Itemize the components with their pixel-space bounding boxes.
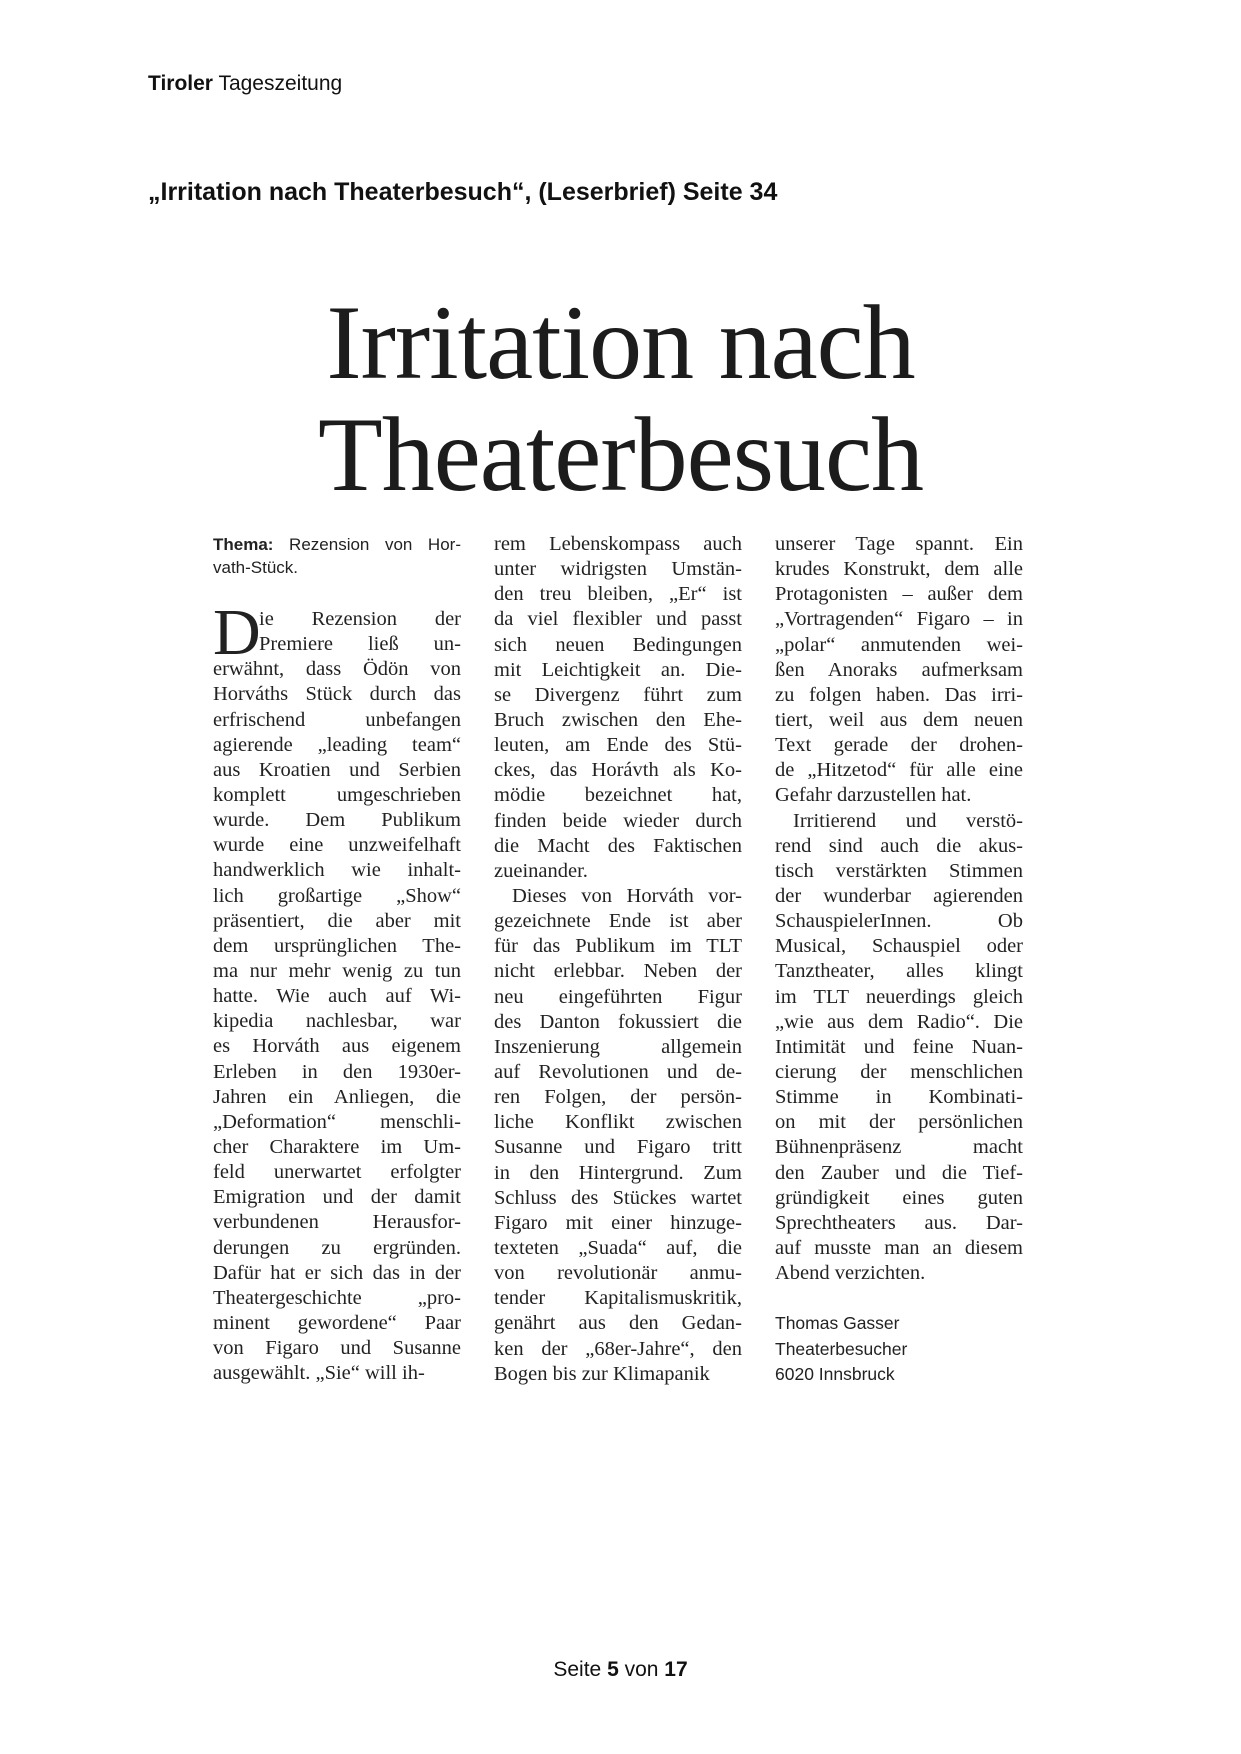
article-line: lich großartige „Show“ bbox=[213, 884, 461, 907]
document-title: „Irritation nach Theaterbesuch“, (Leserbrief) Seite 34 bbox=[148, 178, 778, 206]
topic-text-2: vath-Stück. bbox=[213, 558, 299, 577]
article-line: auf Revolutionen und de- bbox=[494, 1060, 742, 1083]
topic-text-1: Rezension von Hor- bbox=[289, 535, 461, 554]
article-line: genährt aus den Gedan- bbox=[494, 1312, 742, 1335]
article-line: es Horváth aus eigenem bbox=[213, 1035, 461, 1058]
article-line: leuten, am Ende des Stü- bbox=[494, 734, 742, 757]
article-line: tisch verstärkten Stimmen bbox=[775, 859, 1023, 882]
article-line: on mit der persönlichen bbox=[775, 1111, 1023, 1134]
article-line: handwerklich wie inhalt- bbox=[213, 859, 461, 882]
publication-name-rest: Tageszeitung bbox=[218, 72, 343, 95]
article-line: ren Folgen, der persön- bbox=[494, 1086, 742, 1109]
article-line: neu eingeführten Figur bbox=[494, 985, 742, 1008]
footer-label: Seite bbox=[553, 1658, 602, 1681]
article-line: Stimme in Kombinati- bbox=[775, 1086, 1023, 1109]
article-line: „wie aus dem Radio“. Die bbox=[775, 1010, 1023, 1033]
article-line: wurde. Dem Publikum bbox=[213, 809, 461, 832]
total-pages: 17 bbox=[664, 1658, 688, 1681]
article-line: komplett umgeschrieben bbox=[213, 783, 461, 806]
article-line: unserer Tage spannt. Ein bbox=[775, 533, 1023, 555]
author-location: 6020 Innsbruck bbox=[775, 1364, 895, 1384]
article-line: mit Leichtigkeit an. Die- bbox=[494, 658, 742, 681]
article-line: cierung der menschlichen bbox=[775, 1060, 1023, 1083]
article-line: ßen Anoraks aufmerksam bbox=[775, 658, 1023, 681]
current-page: 5 bbox=[607, 1658, 619, 1681]
article-line: von Figaro und Susanne bbox=[213, 1337, 461, 1360]
article-line: de „Hitzetod“ für alle eine bbox=[775, 759, 1023, 782]
article-line: präsentiert, die aber mit bbox=[213, 909, 461, 932]
article-line: Figaro mit einer hinzuge- bbox=[494, 1211, 742, 1234]
article-line: feld unerwartet erfolgter bbox=[213, 1161, 461, 1184]
article-line: sich neuen Bedingungen bbox=[494, 633, 742, 656]
article-line: verbundenen Herausfor- bbox=[213, 1211, 461, 1234]
publication-name bbox=[148, 72, 342, 96]
article-line: agierende „leading team“ bbox=[213, 733, 461, 756]
article-line: SchauspielerInnen. Ob bbox=[775, 910, 1023, 933]
article-line: Dafür hat er sich das in der bbox=[213, 1261, 461, 1284]
article-line: Jahren ein Anliegen, die bbox=[213, 1085, 461, 1108]
article-line: ckes, das Horávth als Ko- bbox=[494, 759, 742, 782]
article-line: rend sind auch die akus- bbox=[775, 834, 1023, 857]
article-line: gründigkeit eines guten bbox=[775, 1186, 1023, 1209]
article-line: unter widrigsten Umstän- bbox=[494, 558, 742, 581]
article-line: nicht erlebbar. Neben der bbox=[494, 960, 742, 983]
author-name: Thomas Gasser bbox=[775, 1313, 900, 1333]
article-line: Bühnenpräsenz macht bbox=[775, 1136, 1023, 1159]
topic-label: Thema: bbox=[213, 535, 274, 554]
article-line: erwähnt, dass Ödön von bbox=[213, 658, 461, 681]
article-line: se Divergenz führt zum bbox=[494, 683, 742, 706]
author-role: Theaterbesucher bbox=[775, 1338, 908, 1359]
article-line: dem ursprünglichen The- bbox=[213, 934, 461, 957]
topic-note bbox=[213, 533, 461, 579]
article-line: Premiere ließ un- bbox=[259, 633, 461, 656]
signature bbox=[775, 1311, 907, 1388]
article-line: zu folgen haben. Das irri- bbox=[775, 683, 1023, 706]
article-line: ken der „68er-Jahre“, den bbox=[494, 1337, 742, 1360]
article-line: Protagonisten – außer dem bbox=[775, 583, 1023, 606]
headline-line-2: Theaterbesuch bbox=[318, 396, 923, 513]
page-footer bbox=[0, 1658, 1241, 1682]
article-line: ausgewählt. „Sie“ will ih- bbox=[213, 1362, 425, 1385]
article-line: wurde eine unzweifelhaft bbox=[213, 834, 461, 857]
article-line: krudes Konstrukt, dem alle bbox=[775, 558, 1023, 581]
article-line: ma nur mehr wenig zu tun bbox=[213, 959, 461, 982]
article-line: finden beide wieder durch bbox=[494, 809, 742, 832]
article-line: derungen zu ergründen. bbox=[213, 1236, 461, 1259]
article-line: Tanztheater, alles klingt bbox=[775, 960, 1023, 983]
article-line: ie Rezension der bbox=[259, 608, 461, 630]
footer-of: von bbox=[624, 1658, 659, 1681]
article-line: gezeichnete Ende ist aber bbox=[494, 910, 742, 933]
article-line: Irritierend und verstö- bbox=[793, 809, 1023, 832]
headline-line-1: Irritation nach bbox=[326, 284, 915, 401]
article-line: Abend verzichten. bbox=[775, 1262, 926, 1285]
article-line: cher Charaktere im Um- bbox=[213, 1135, 461, 1158]
article-line: Theatergeschichte „pro- bbox=[213, 1286, 461, 1309]
article-line: Intimität und feine Nuan- bbox=[775, 1035, 1023, 1058]
article-line: Emigration und der damit bbox=[213, 1186, 461, 1209]
article-line: zueinander. bbox=[494, 859, 588, 882]
article-line: texteten „Suada“ auf, die bbox=[494, 1236, 742, 1259]
article-line: für das Publikum im TLT bbox=[494, 935, 742, 958]
article-column-2 bbox=[494, 532, 742, 1387]
article-column-3 bbox=[775, 532, 1023, 1286]
article-line: in den Hintergrund. Zum bbox=[494, 1161, 742, 1184]
article-line: aus Kroatien und Serbien bbox=[213, 758, 461, 781]
article-line: minent gewordene“ Paar bbox=[213, 1311, 461, 1334]
article-line: Bogen bis zur Klimapanik bbox=[494, 1362, 710, 1385]
article-line: erfrischend unbefangen bbox=[213, 708, 461, 731]
article-line: von revolutionär anmu- bbox=[494, 1262, 742, 1285]
article-line: Horváths Stück durch das bbox=[213, 683, 461, 706]
article-line: den treu bleiben, „Er“ ist bbox=[494, 583, 742, 606]
article-line: die Macht des Faktischen bbox=[494, 834, 742, 857]
article-line: der wunderbar agierenden bbox=[775, 884, 1023, 907]
article-line: Bruch zwischen den Ehe- bbox=[494, 708, 742, 731]
article-line: „Deformation“ menschli- bbox=[213, 1110, 461, 1133]
article-line: tiert, weil aus dem neuen bbox=[775, 708, 1023, 731]
publication-name-bold: Tiroler bbox=[148, 72, 213, 95]
article-line: Schluss des Stückes wartet bbox=[494, 1186, 742, 1209]
article-line: Text gerade der drohen- bbox=[775, 734, 1023, 757]
article-line: mödie bezeichnet hat, bbox=[494, 784, 742, 807]
article-line: Susanne und Figaro tritt bbox=[494, 1136, 742, 1159]
article-line: rem Lebenskompass auch bbox=[494, 533, 742, 555]
article-line: liche Konflikt zwischen bbox=[494, 1111, 742, 1134]
drop-cap: D bbox=[213, 596, 261, 669]
article-line: hatte. Wie auch auf Wi- bbox=[213, 985, 461, 1008]
article-line: Gefahr darzustellen hat. bbox=[775, 784, 972, 807]
article-line: Dieses von Horváth vor- bbox=[512, 884, 742, 907]
article-line: des Danton fokussiert die bbox=[494, 1010, 742, 1033]
article-line: tender Kapitalismuskritik, bbox=[494, 1287, 742, 1310]
article-line: Sprechtheaters aus. Dar- bbox=[775, 1211, 1023, 1234]
article-line: Musical, Schauspiel oder bbox=[775, 935, 1023, 958]
article-line: kipedia nachlesbar, war bbox=[213, 1010, 461, 1033]
article-line: auf musste man an diesem bbox=[775, 1236, 1023, 1259]
article-line: Erleben in den 1930er- bbox=[213, 1060, 461, 1083]
article-line: den Zauber und die Tief- bbox=[775, 1161, 1023, 1184]
article-line: „polar“ anmutenden wei- bbox=[775, 633, 1023, 656]
article-column-1 bbox=[213, 596, 461, 1386]
article-line: im TLT neuerdings gleich bbox=[775, 985, 1023, 1008]
article-line: da viel flexibler und passt bbox=[494, 608, 742, 631]
article-line: Inszenierung allgemein bbox=[494, 1035, 742, 1058]
article-line: „Vortragenden“ Figaro – in bbox=[775, 608, 1023, 631]
